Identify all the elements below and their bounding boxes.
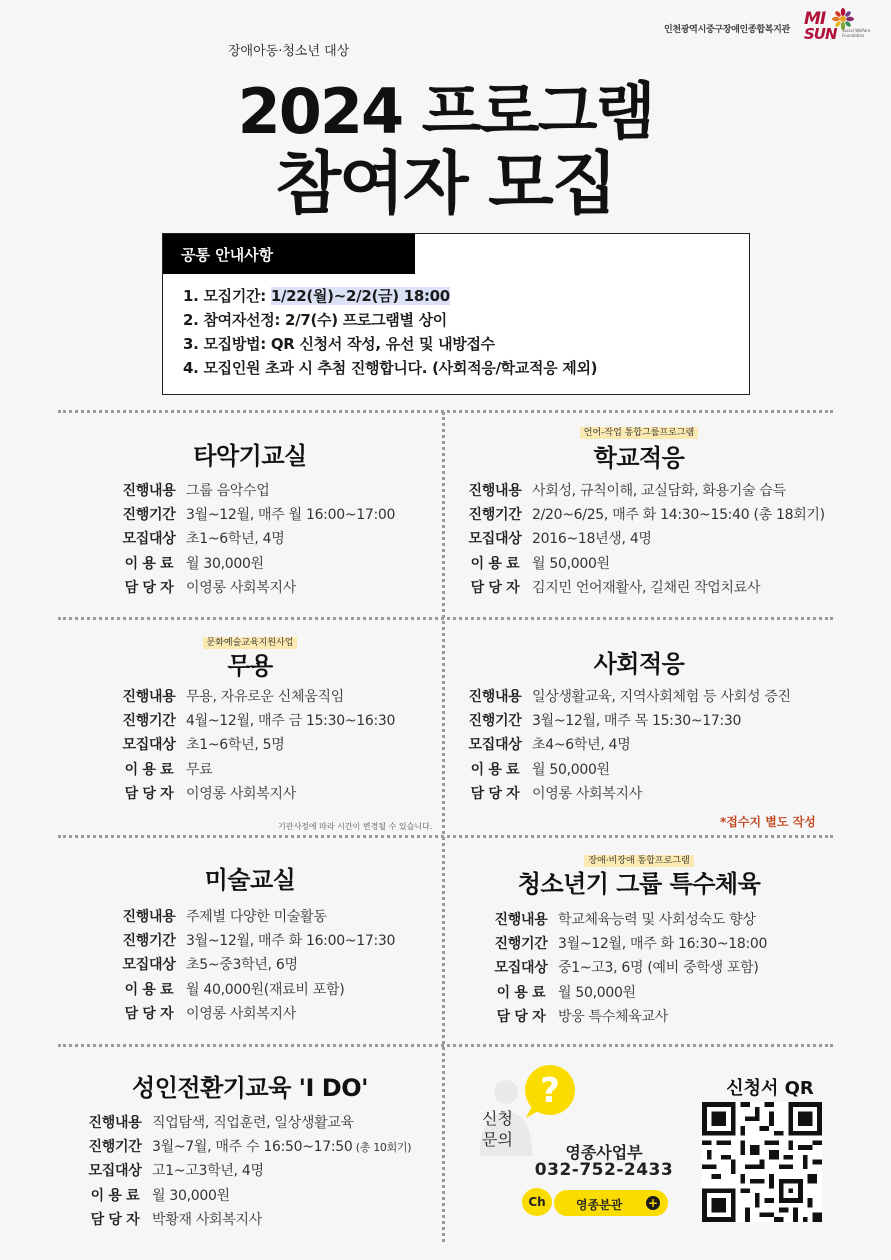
program-info-drum (114, 478, 395, 599)
main-title-line2: 참여자 모집 (275, 145, 616, 224)
value-manager: 이영롱 사회복지사 (186, 1005, 296, 1022)
label-content: 진행내용 (88, 1115, 142, 1132)
info-row-manager (460, 781, 791, 805)
divider-vertical (442, 412, 445, 1242)
department-name: 영종사업부 (565, 1143, 643, 1162)
label-target: 모집대상 (468, 737, 522, 754)
label-manager: 담 당 자 (90, 1211, 140, 1228)
value-target: 2016~18년생, 4명 (532, 531, 652, 548)
label-target: 모집대상 (88, 1163, 142, 1180)
label-period: 진행기간 (88, 1139, 142, 1156)
info-row-fee (114, 551, 395, 575)
label-target: 모집대상 (122, 531, 176, 548)
value-period: 3월~12월, 매주 목 15:30~17:30 (532, 713, 742, 730)
kakao-channel-button[interactable] (554, 1190, 668, 1216)
value-period-sessions: (총 10회기) (352, 1141, 412, 1155)
inquiry-label-line1: 신청 (482, 1109, 513, 1128)
flower-icon (830, 8, 856, 30)
schedule-change-note: 기관사정에 따라 시간이 변경될 수 있습니다. (278, 822, 433, 831)
inquiry-label-line2: 문의 (482, 1130, 513, 1149)
common-notice-box (162, 233, 750, 395)
program-info-social (460, 684, 791, 805)
label-target: 모집대상 (122, 957, 176, 974)
value-target: 초1~6학년, 5명 (186, 737, 285, 754)
label-period: 진행기간 (494, 936, 548, 953)
info-row-content (460, 684, 791, 708)
label-manager: 담 당 자 (496, 1008, 546, 1025)
label-fee: 이 용 료 (470, 555, 520, 572)
label-fee: 이 용 료 (124, 555, 174, 572)
notice-item-lottery: 4. 모집인원 초과 시 추첨 진행합니다. (사회적응/학교적응 제외) (183, 359, 598, 377)
value-target: 중1~고3, 6명 (예비 중학생 포함) (558, 960, 759, 977)
program-title-social: 사회적응 (593, 650, 685, 678)
value-fee: 월 30,000원 (152, 1187, 230, 1204)
value-period: 3월~12월, 매주 화 16:00~17:30 (186, 933, 396, 950)
value-period-main: 3월~7월, 매주 수 16:50~17:50 (152, 1139, 353, 1156)
kakao-channel-label: 영종분관 (576, 1198, 623, 1212)
info-row-manager (486, 1004, 767, 1028)
inquiry-label (482, 1108, 513, 1150)
value-period (150, 1136, 411, 1156)
notice-list (183, 284, 597, 380)
info-row-fee (460, 551, 825, 575)
info-row-period (114, 708, 395, 732)
program-title-school: 학교적응 (593, 444, 685, 472)
label-content: 진행내용 (122, 483, 176, 500)
value-manager: 김지민 언어재활사, 길채린 작업치료사 (532, 579, 761, 596)
label-fee: 이 용 료 (470, 761, 520, 778)
value-target: 초5~중3학년, 6명 (186, 957, 298, 974)
label-target: 모집대상 (122, 737, 176, 754)
kakao-channel-icon[interactable]: Ch (522, 1188, 552, 1216)
qr-code-icon[interactable] (702, 1102, 822, 1222)
value-fee: 월 40,000원(재료비 포함) (186, 981, 345, 998)
program-info-art (114, 904, 395, 1025)
label-content: 진행내용 (468, 483, 522, 500)
value-target: 초4~6학년, 4명 (532, 737, 631, 754)
info-row-target (80, 1158, 411, 1182)
info-row-manager (460, 575, 825, 599)
value-fee: 월 50,000원 (558, 984, 636, 1001)
value-period: 3월~12월, 매주 월 16:00~17:00 (186, 507, 396, 524)
label-manager: 담 당 자 (124, 579, 174, 596)
info-row-period (114, 928, 395, 952)
value-content: 직업탐색, 직업훈련, 일상생활교육 (152, 1115, 354, 1132)
value-target: 초1~6학년, 4명 (186, 531, 285, 548)
info-row-content (114, 478, 395, 502)
value-target: 고1~고3학년, 4명 (152, 1163, 264, 1180)
label-fee: 이 용 료 (124, 761, 174, 778)
value-manager: 이영롱 사회복지사 (186, 579, 296, 596)
value-manager: 이영롱 사회복지사 (186, 785, 296, 802)
program-info-ido (80, 1110, 411, 1231)
phone-number[interactable]: 032-752-2433 (534, 1160, 674, 1180)
notice-item-period (183, 284, 597, 308)
label-content: 진행내용 (122, 689, 176, 706)
value-period: 4월~12월, 매주 금 15:30~16:30 (186, 713, 396, 730)
info-row-fee (486, 980, 767, 1004)
value-content: 학교체육능력 및 사회성숙도 향상 (558, 912, 756, 929)
info-row-content (114, 684, 395, 708)
program-title-art: 미술교실 (204, 866, 296, 894)
info-row-content (80, 1110, 411, 1134)
label-target: 모집대상 (494, 960, 548, 977)
program-title-ido: 성인전환기교육 'I DO' (132, 1074, 368, 1102)
recruit-period-highlight: 1/22(월)~2/2(금) 18:00 (270, 287, 450, 305)
info-row-manager (114, 1001, 395, 1025)
value-content: 사회성, 규칙이해, 교실담화, 화용기술 습득 (532, 483, 786, 500)
value-manager: 이영롱 사회복지사 (532, 785, 642, 802)
program-tag-school: 언어-작업 통합그룹프로그램 (580, 427, 698, 439)
divider (58, 410, 833, 413)
label-fee: 이 용 료 (124, 981, 174, 998)
info-row-target (486, 955, 767, 979)
value-fee: 월 50,000원 (532, 555, 610, 572)
value-period: 2/20~6/25, 매주 화 14:30~15:40 (총 18회기) (532, 507, 825, 524)
program-title-drum: 타악기교실 (193, 442, 307, 470)
info-row-period (460, 502, 825, 526)
separate-form-note: *접수지 별도 작성 (720, 815, 816, 829)
notice-item-period-label: 1. 모집기간: (183, 287, 271, 305)
info-row-manager (114, 575, 395, 599)
value-fee: 월 30,000원 (186, 555, 264, 572)
svg-text:?: ? (540, 1071, 560, 1111)
label-target: 모집대상 (468, 531, 522, 548)
info-row-content (486, 907, 767, 931)
divider (58, 617, 833, 620)
info-row-target (460, 526, 825, 550)
label-content: 진행내용 (122, 909, 176, 926)
plus-icon: + (647, 1196, 659, 1210)
label-period: 진행기간 (468, 713, 522, 730)
program-title-dance: 무용 (227, 652, 273, 680)
program-info-sports (486, 907, 767, 1028)
label-manager: 담 당 자 (124, 1005, 174, 1022)
label-content: 진행내용 (494, 912, 548, 929)
info-row-content (114, 904, 395, 928)
label-manager: 담 당 자 (124, 785, 174, 802)
value-manager: 박황재 사회복지사 (152, 1211, 262, 1228)
program-info-dance (114, 684, 395, 805)
info-row-manager (114, 781, 395, 805)
qr-title: 신청서 QR (726, 1078, 814, 1099)
value-period: 3월~12월, 매주 화 16:30~18:00 (558, 936, 768, 953)
info-row-manager (80, 1207, 411, 1231)
info-row-target (114, 952, 395, 976)
value-content: 일상생활교육, 지역사회체험 등 사회성 증진 (532, 689, 791, 706)
target-audience: 장애아동·청소년 대상 (228, 44, 350, 59)
organization-name: 인천광역시중구장애인종합복지관 (664, 25, 790, 35)
logo-sun-text: SUN (804, 25, 837, 43)
program-tag-sports: 장애·비장애 통합프로그램 (584, 855, 693, 867)
value-content: 주제별 다양한 미술활동 (186, 909, 327, 926)
info-row-fee (80, 1183, 411, 1207)
divider (58, 835, 833, 838)
program-info-school (460, 478, 825, 599)
info-row-content (460, 478, 825, 502)
notice-item-selection: 2. 참여자선정: 2/7(수) 프로그램별 상이 (183, 311, 447, 329)
info-row-fee (114, 757, 395, 781)
program-title-sports: 청소년기 그룹 특수체육 (517, 870, 761, 898)
info-row-period (80, 1134, 411, 1158)
info-row-target (114, 732, 395, 756)
label-period: 진행기간 (122, 507, 176, 524)
info-row-period (460, 708, 791, 732)
notice-heading: 공통 안내사항 (163, 234, 415, 274)
value-manager: 방웅 특수체육교사 (558, 1008, 668, 1025)
info-row-target (114, 526, 395, 550)
misun-logo (804, 8, 876, 44)
logo-subtitle: Social Welfare Foundation (842, 28, 871, 38)
label-period: 진행기간 (468, 507, 522, 524)
value-fee: 무료 (186, 761, 213, 778)
value-fee: 월 50,000원 (532, 761, 610, 778)
label-manager: 담 당 자 (470, 579, 520, 596)
label-period: 진행기간 (122, 933, 176, 950)
info-row-fee (114, 977, 395, 1001)
info-row-target (460, 732, 791, 756)
label-fee: 이 용 료 (496, 984, 546, 1001)
info-row-fee (460, 757, 791, 781)
program-tag-dance: 문화예술교육지원사업 (203, 637, 298, 649)
label-fee: 이 용 료 (90, 1187, 140, 1204)
logo-mi-text: MI (804, 9, 826, 29)
value-content: 그룹 음악수업 (186, 483, 270, 500)
notice-item-method: 3. 모집방법: QR 신청서 작성, 유선 및 내방접수 (183, 335, 495, 353)
divider (58, 1044, 833, 1047)
label-manager: 담 당 자 (470, 785, 520, 802)
label-period: 진행기간 (122, 713, 176, 730)
info-row-period (114, 502, 395, 526)
program-tag-school-wrap (445, 420, 833, 439)
label-content: 진행내용 (468, 689, 522, 706)
main-title-line1: 2024 프로그램 (237, 75, 654, 148)
info-row-period (486, 931, 767, 955)
value-content: 무용, 자유로운 신체움직임 (186, 689, 344, 706)
